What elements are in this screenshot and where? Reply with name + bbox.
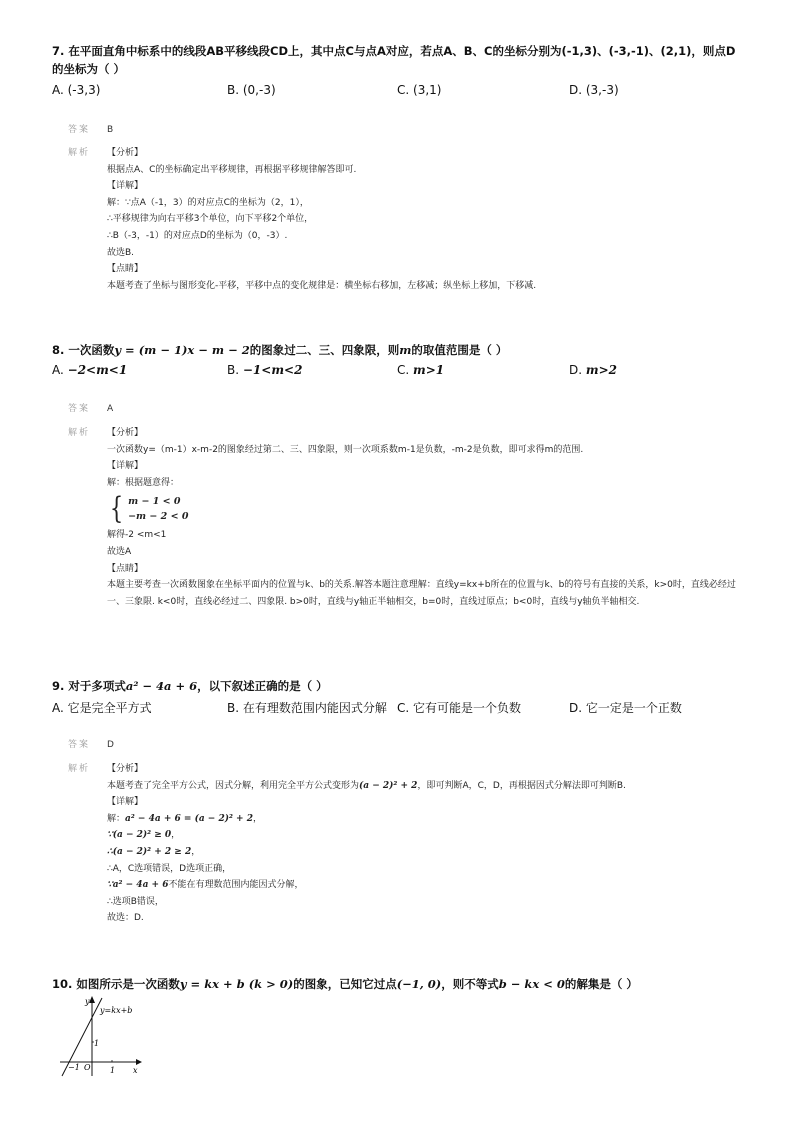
inequality-2: −m − 2 < 0	[128, 511, 189, 523]
option-math: −2<m<1	[67, 363, 128, 377]
q9-option-d: D. 它一定是一个正数	[569, 701, 682, 715]
q8-option-c	[397, 363, 444, 377]
answer-tag: 答案	[68, 125, 91, 135]
q7-option-c: C. (3,1)	[397, 83, 442, 97]
text-span: ，	[191, 846, 201, 857]
analysis-line: 【分析】	[107, 428, 144, 438]
q9-stem-prefix: 9. 对于多项式	[52, 679, 126, 693]
analysis-line: 故选A	[107, 546, 132, 557]
analysis-line	[107, 827, 747, 844]
analysis-line: 解：根据题意得：	[107, 477, 180, 488]
q7-stem-line2: 的坐标为（ ）	[52, 62, 126, 76]
analysis-line: 解得-2 <m<1	[107, 530, 167, 541]
q10-function-graph	[56, 994, 156, 1078]
analysis-line: 本题主要考查一次函数图象在坐标平面内的位置与k、b的关系.解答本题注意理解：直线y=kx+b所在的位置与k、b的符号有直接的关系，k>0时，直线必经过一、三象限. k<0时，直线必经过二、四象限. b>0时，直线与y轴正半轴相交，b=0时，直线过原点；b<0时，直线与y轴负半轴相交.	[107, 580, 736, 607]
q8-stem-suffix2: 的取值范围是（ ）	[411, 343, 508, 357]
analysis-line: 【分析】	[107, 764, 144, 774]
q9-answer: D	[107, 740, 114, 750]
q8-option-a	[52, 363, 127, 377]
x-tick-label: 1	[110, 1066, 116, 1075]
analysis-line: 一次函数y=（m-1）x-m-2的图象经过第二、三、四象限，则一次项系数m-1是负数，-m-2是负数，即可求得m的范围.	[107, 444, 584, 455]
q10-stem-math3: b − kx < 0	[498, 977, 565, 991]
text-span: ，	[253, 813, 263, 824]
analysis-tag: 解析	[68, 428, 91, 438]
q10-stem-math2: (−1, 0)	[396, 977, 442, 991]
analysis-line: ∴选项B错误，	[107, 896, 164, 907]
q8-stem-prefix: 8. 一次函数	[52, 343, 115, 357]
option-letter: C.	[397, 363, 410, 377]
q8-stem	[52, 341, 768, 359]
q9-option-a: A. 它是完全平方式	[52, 701, 152, 715]
q10-stem	[52, 975, 768, 993]
q9-option-b: B. 在有理数范围内能因式分解	[227, 701, 387, 715]
q10-stem-prefix: 10. 如图所示是一次函数	[52, 977, 180, 991]
q7-option-a: A. (-3,3)	[52, 83, 101, 97]
option-letter: B.	[227, 363, 240, 377]
analysis-line: ∴平移规律为向右平移3个单位，向下平移2个单位，	[107, 214, 314, 225]
text-span: 解：	[107, 813, 126, 824]
y-tick-label: 1	[94, 1039, 100, 1048]
origin-label: O	[84, 1063, 91, 1072]
q9-answer-row	[68, 737, 114, 750]
analysis-line: 故选B.	[107, 247, 135, 258]
q8-stem-math: y = (m − 1)x − m − 2	[114, 343, 250, 357]
x-axis-label: x	[133, 1066, 138, 1075]
option-letter: D.	[569, 363, 583, 377]
analysis-line: 【点睛】	[107, 563, 144, 574]
q10-stem-suffix: 的解集是（ ）	[564, 977, 638, 991]
y-axis-label: y	[85, 997, 90, 1006]
q8-option-b	[227, 363, 302, 377]
q7-option-b: B. (0,-3)	[227, 83, 276, 97]
analysis-line: 【详解】	[107, 181, 144, 192]
inequality-1: m − 1 < 0	[128, 496, 181, 508]
analysis-line: 本题考查了坐标与图形变化-平移，平移中点的变化规律是：横坐标右移加，左移减；纵坐标上移加，下移减.	[107, 280, 537, 291]
left-brace: {	[109, 491, 124, 527]
analysis-line: ∴B（-3，-1）的对应点D的坐标为（0，-3）.	[107, 230, 288, 241]
option-math: m>1	[413, 363, 445, 377]
q8-stem-math2: m	[399, 343, 412, 357]
q9-options	[52, 699, 772, 719]
q10-stem-math: y = kx + b (k > 0)	[179, 977, 294, 991]
option-letter: A.	[52, 363, 64, 377]
q9-stem-suffix: ，以下叙述正确的是（ ）	[197, 679, 328, 693]
q7-option-d: D. (3,-3)	[569, 83, 619, 97]
math-span: ∵(a − 2)² ≥ 0	[107, 830, 172, 841]
math-span: ∵a² − 4a + 6	[107, 880, 169, 891]
q8-option-d	[569, 363, 617, 377]
q7-stem-line1: 7. 在平面直角中标系中的线段AB平移线段CD上，其中点C与点A对应，若点A、B、C的坐标分别为(-1,3)、(-3,-1)、(2,1)，则点D	[52, 44, 736, 58]
q8-options	[52, 363, 772, 383]
text-span: ，	[171, 830, 181, 841]
analysis-line	[107, 778, 747, 795]
answer-tag: 答案	[68, 740, 91, 750]
analysis-line	[107, 844, 747, 861]
math-span: ∴(a − 2)² + 2 ≥ 2	[107, 846, 192, 857]
analysis-line: 【详解】	[107, 797, 144, 808]
q10-stem-mid2: ，则不等式	[441, 977, 499, 991]
option-math: −1<m<2	[242, 363, 303, 377]
q7-answer-row	[68, 122, 113, 135]
analysis-line: 故选：D.	[107, 913, 144, 924]
q7-options	[52, 83, 772, 103]
analysis-line: 【点睛】	[107, 264, 144, 275]
text-span: 不能在有理数范围内能因式分解，	[168, 880, 304, 891]
neg-one-label: −1	[68, 1063, 80, 1072]
y-axis-arrow	[89, 996, 95, 1003]
math-span: (a − 2)² + 2	[359, 780, 418, 791]
analysis-line: 【分析】	[107, 148, 144, 158]
analysis-line: ∴A，C选项错误，D选项正确，	[107, 863, 232, 874]
q9-option-c: C. 它有可能是一个负数	[397, 701, 522, 715]
analysis-line	[107, 811, 747, 828]
analysis-line: 根据点A、C的坐标确定出平移规律，再根据平移规律解答即可.	[107, 164, 357, 175]
analysis-tag: 解析	[68, 148, 91, 158]
q9-stem-math: a² − 4a + 6	[125, 679, 198, 693]
line-label: y=kx+b	[100, 1006, 133, 1015]
q7-answer: B	[107, 125, 114, 135]
inequality-system	[107, 491, 747, 527]
q8-answer: A	[107, 404, 114, 414]
analysis-line: 解：∵点A（-1，3）的对应点C的坐标为（2，1），	[107, 197, 309, 208]
option-math: m>2	[585, 363, 617, 377]
x-axis-arrow	[136, 1059, 142, 1065]
analysis-tag: 解析	[68, 764, 91, 774]
q8-answer-row	[68, 401, 113, 414]
q10-stem-mid: 的图象，已知它过点	[293, 977, 397, 991]
q8-stem-suffix: 的图象过二、三、四象限，则	[249, 343, 400, 357]
answer-tag: 答案	[68, 404, 91, 414]
math-span: a² − 4a + 6 = (a − 2)² + 2	[125, 813, 253, 824]
q9-stem	[52, 677, 768, 695]
q7-stem	[52, 42, 768, 78]
text-span: ，即可判断A，C，D，再根据因式分解法即可判断B.	[417, 780, 626, 791]
text-span: 本题考查了完全平方公式，因式分解，利用完全平方公式变形为	[107, 780, 360, 791]
analysis-line: 【详解】	[107, 461, 144, 472]
analysis-line	[107, 877, 747, 894]
